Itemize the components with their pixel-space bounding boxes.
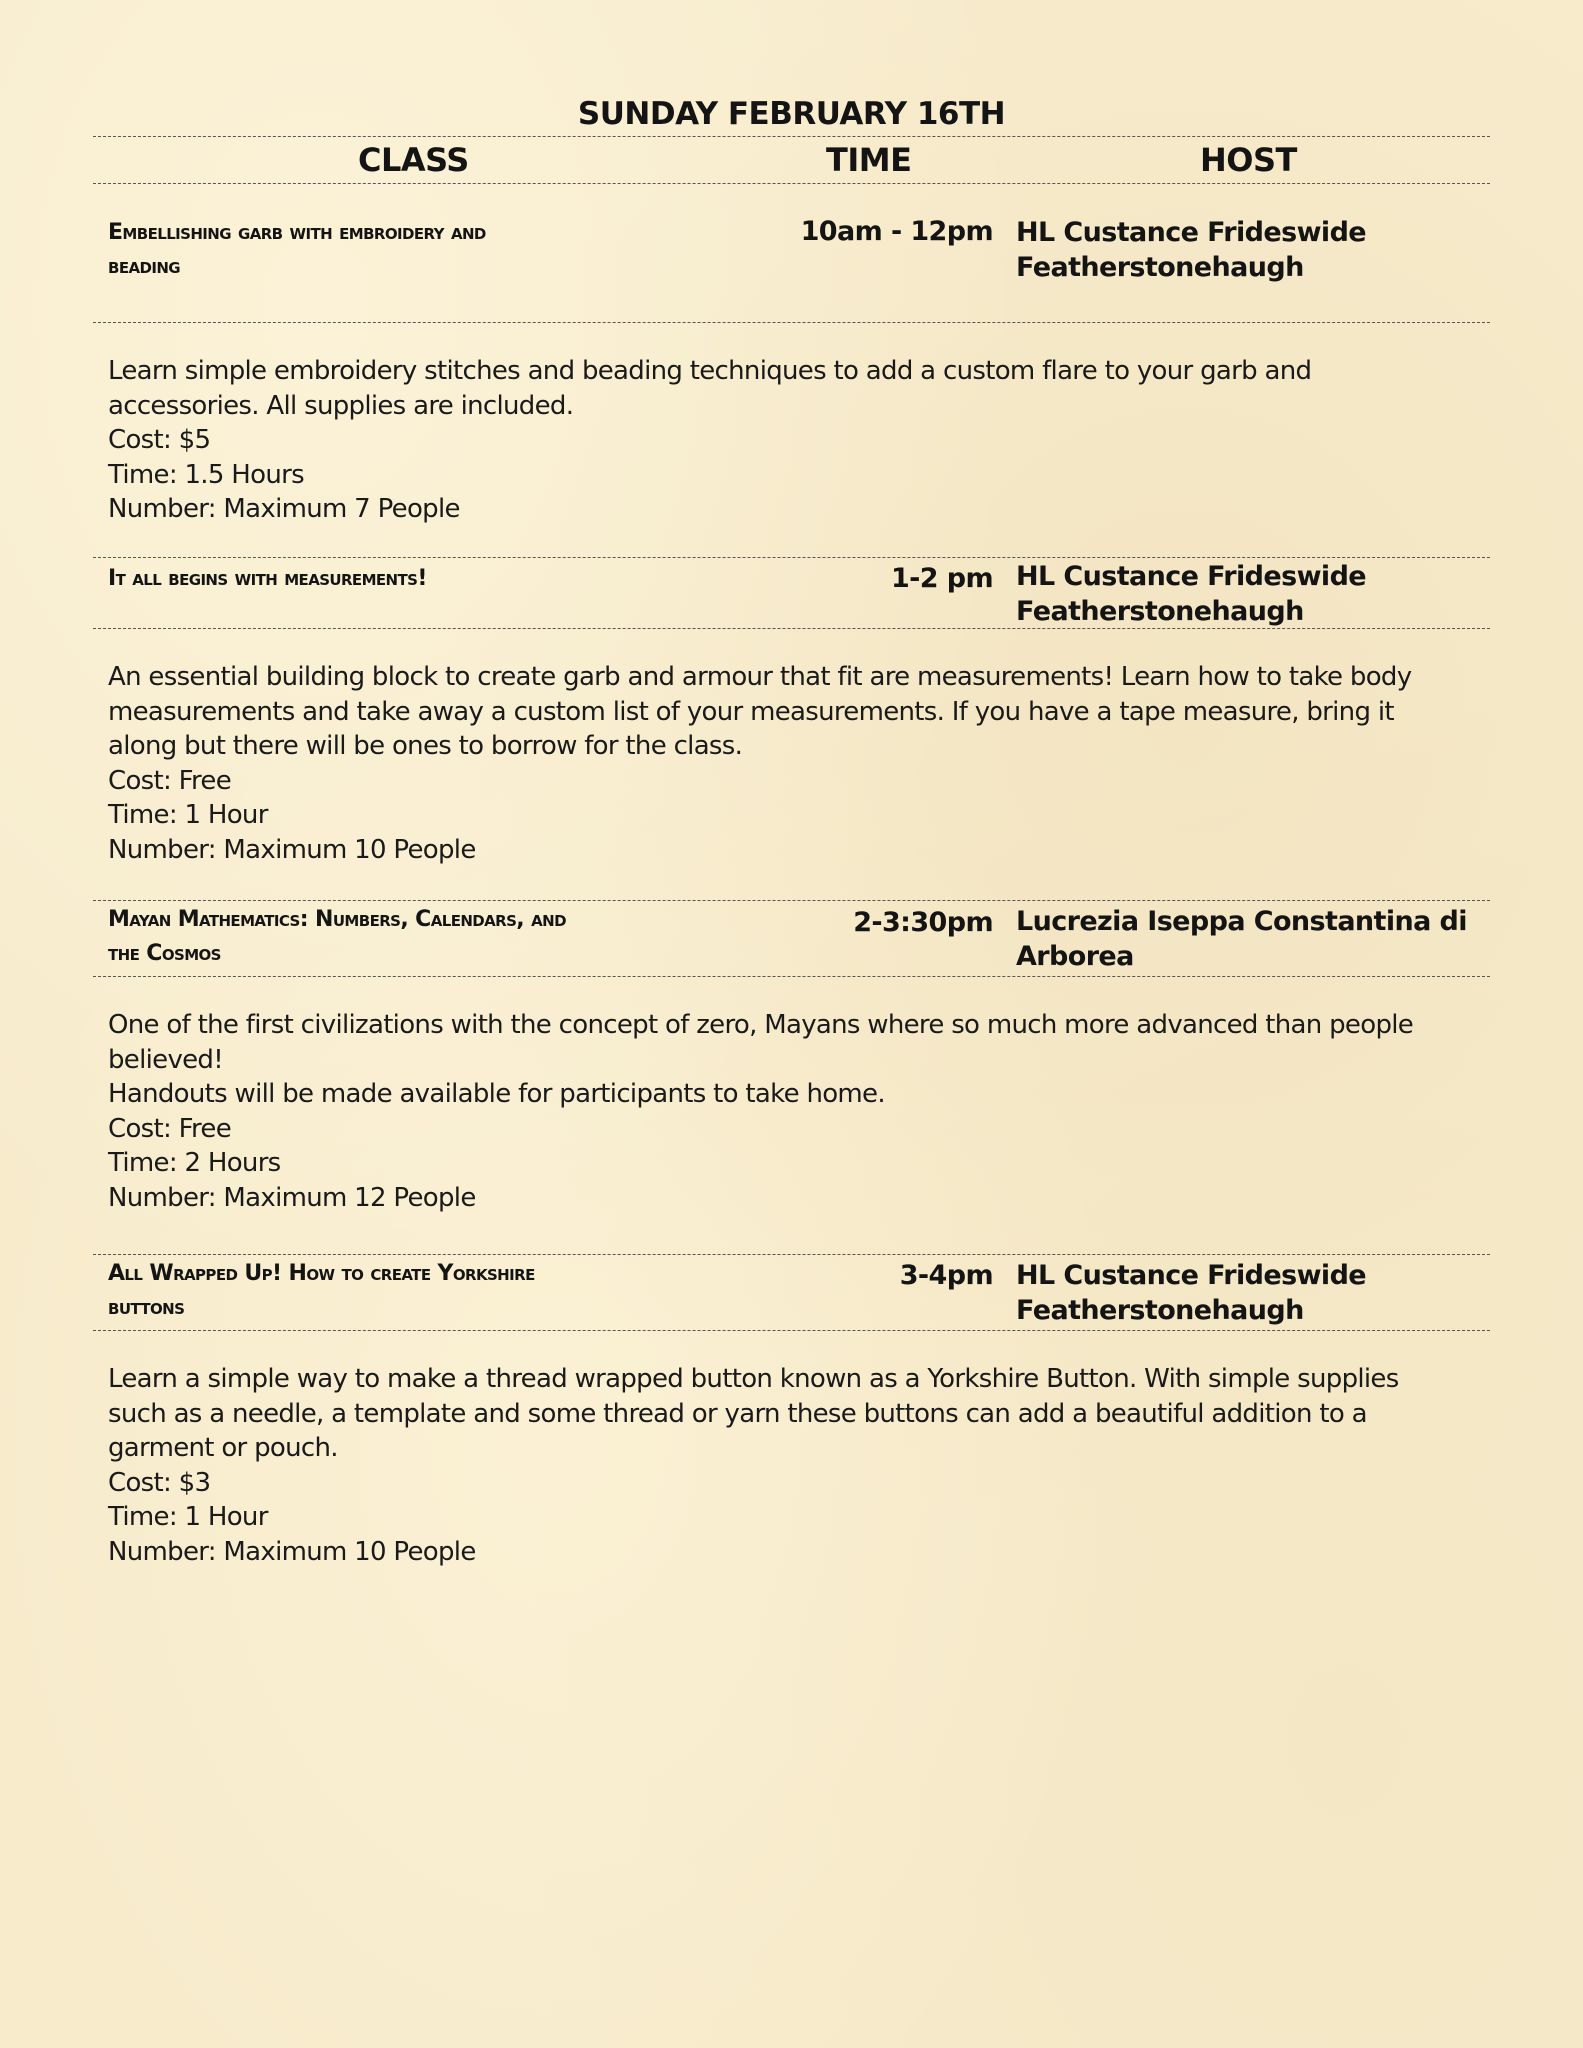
class-1-number: Number: Maximum 7 People bbox=[108, 494, 460, 524]
class-2-name: It all begins with measurements! bbox=[108, 566, 427, 591]
column-header-host: HOST bbox=[1200, 141, 1297, 179]
class-2-duration: Time: 1 Hour bbox=[108, 800, 268, 830]
class-3-time: 2-3:30pm bbox=[853, 907, 993, 938]
header-top-rule bbox=[93, 136, 1490, 137]
class-1-time: 10am - 12pm bbox=[800, 216, 993, 247]
class-3-host: Lucrezia Iseppa Constantina di Arborea bbox=[1016, 906, 1467, 972]
class-4-cost: Cost: $3 bbox=[108, 1467, 211, 1498]
class-4-time: 3-4pm bbox=[899, 1260, 993, 1291]
class-1-cost: Cost: $5 bbox=[108, 425, 211, 455]
header-bottom-rule bbox=[93, 183, 1490, 184]
class-4-name: All Wrapped Up! How to create Yorkshire buttons bbox=[108, 1261, 535, 1320]
class-2-host: HL Custance Frideswide Featherstonehaugh bbox=[1016, 561, 1367, 627]
class-3-duration: Time: 2 Hours bbox=[108, 1148, 281, 1178]
column-header-time: TIME bbox=[826, 141, 912, 179]
column-header-class: CLASS bbox=[358, 141, 469, 179]
class-1-name: Embellishing garb with embroidery and beading bbox=[108, 220, 486, 279]
class-2-description: An essential building block to create garb and armour that fit are measurements! Learn how to take body measurements and take away a custom list of your measurements. If you have a tape measure, bring it along but there will be ones to borrow for the class. Cost: Free Time: 1 Hour Number: Maximum 10 People bbox=[108, 660, 1488, 867]
day-title: SUNDAY FEBRUARY 16TH bbox=[577, 96, 1006, 132]
class-4-row-rule bbox=[93, 1330, 1490, 1331]
class-2-top-rule bbox=[93, 557, 1490, 558]
class-3-name: Mayan Mathematics: Numbers, Calendars, and the Cosmos bbox=[108, 907, 566, 966]
class-2-number: Number: Maximum 10 People bbox=[108, 834, 476, 865]
class-1-host: HL Custance Frideswide Featherstonehaugh bbox=[1016, 217, 1367, 283]
class-4-duration: Time: 1 Hour bbox=[108, 1502, 268, 1532]
class-3-row-rule bbox=[93, 976, 1490, 977]
class-3-top-rule bbox=[93, 900, 1490, 901]
class-2-time: 1-2 pm bbox=[890, 563, 993, 594]
class-1-row-rule bbox=[93, 322, 1490, 323]
class-2-cost: Cost: Free bbox=[108, 765, 232, 796]
class-4-top-rule bbox=[93, 1254, 1490, 1255]
class-3-description: One of the first civilizations with the concept of zero, Mayans where so much more advanced than people believed! Handouts will be made available for participants to take home. Cost: Free Time: 2 Hours Number: Maximum 12 People bbox=[108, 1008, 1488, 1215]
class-3-cost: Cost: Free bbox=[108, 1113, 232, 1144]
class-1-duration: Time: 1.5 Hours bbox=[108, 459, 304, 490]
class-4-number: Number: Maximum 10 People bbox=[108, 1536, 476, 1567]
class-1-description: Learn simple embroidery stitches and beading techniques to add a custom flare to your garb and accessories. All supplies are included. Cost: $5 Time: 1.5 Hours Number: Maximum 7 People bbox=[108, 354, 1488, 527]
class-4-host: HL Custance Frideswide Featherstonehaugh bbox=[1016, 1260, 1367, 1326]
class-3-number: Number: Maximum 12 People bbox=[108, 1182, 476, 1213]
class-4-description: Learn a simple way to make a thread wrapped button known as a Yorkshire Button. With simple supplies such as a needle, a template and some thread or yarn these buttons can add a beautiful addition to a garment or pouch. Cost: $3 Time: 1 Hour Number: Maximum 10 People bbox=[108, 1362, 1488, 1569]
class-2-row-rule bbox=[93, 628, 1490, 629]
